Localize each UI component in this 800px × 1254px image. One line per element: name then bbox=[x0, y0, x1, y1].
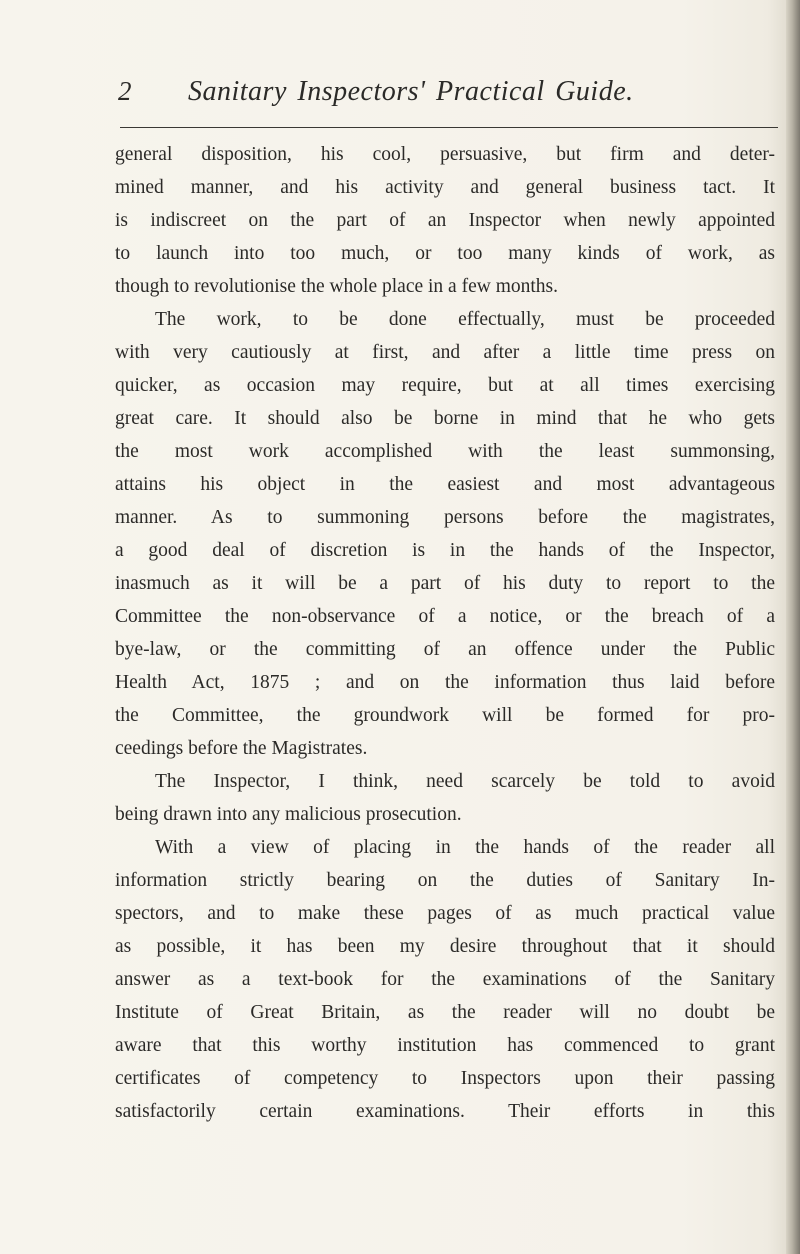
text-line: attains his object in the easiest and most advantageous bbox=[115, 474, 775, 495]
text-line: satisfactorily certain examinations. Their efforts in this bbox=[115, 1101, 775, 1122]
text-line: aware that this worthy institution has commenced to grant bbox=[115, 1035, 775, 1056]
text-line: ceedings before the Magistrates. bbox=[115, 738, 368, 759]
text-line: is indiscreet on the part of an Inspector when newly appointed bbox=[115, 210, 775, 231]
text-line: the most work accomplished with the least summonsing, bbox=[115, 441, 775, 462]
text-line: though to revolutionise the whole place in a few months. bbox=[115, 276, 558, 297]
text-line: quicker, as occasion may require, but at all times exercising bbox=[115, 375, 775, 396]
text-line: Health Act, 1875 ; and on the information thus laid before bbox=[115, 672, 775, 693]
text-line: mined manner, and his activity and general business tact. It bbox=[115, 177, 775, 198]
text-line: general disposition, his cool, persuasive, but firm and deter- bbox=[115, 144, 775, 165]
header-rule bbox=[120, 127, 778, 128]
text-line: with very cautiously at first, and after a little time press on bbox=[115, 342, 775, 363]
text-line: Institute of Great Britain, as the reader will no doubt be bbox=[115, 1002, 775, 1023]
text-line: the Committee, the groundwork will be formed for pro- bbox=[115, 705, 775, 726]
text-line: Committee the non-observance of a notice, or the breach of a bbox=[115, 606, 775, 627]
body-text bbox=[115, 138, 775, 1128]
text-line: The work, to be done effectually, must be proceeded bbox=[155, 309, 775, 330]
text-line: as possible, it has been my desire throughout that it should bbox=[115, 936, 775, 957]
text-line: manner. As to summoning persons before the magistrates, bbox=[115, 507, 775, 528]
running-title: Sanitary Inspectors' Practical Guide. bbox=[188, 76, 634, 107]
text-line: spectors, and to make these pages of as much practical value bbox=[115, 903, 775, 924]
text-line: inasmuch as it will be a part of his duty to report to the bbox=[115, 573, 775, 594]
text-line: being drawn into any malicious prosecution. bbox=[115, 804, 462, 825]
running-head bbox=[118, 76, 678, 116]
text-line: The Inspector, I think, need scarcely be told to avoid bbox=[155, 771, 775, 792]
text-line: to launch into too much, or too many kinds of work, as bbox=[115, 243, 775, 264]
text-line: great care. It should also be borne in mind that he who gets bbox=[115, 408, 775, 429]
text-line: information strictly bearing on the duties of Sanitary In- bbox=[115, 870, 775, 891]
text-line: certificates of competency to Inspectors upon their passing bbox=[115, 1068, 775, 1089]
text-line: With a view of placing in the hands of the reader all bbox=[155, 837, 775, 858]
text-line: a good deal of discretion is in the hands of the Inspector, bbox=[115, 540, 775, 561]
page-edge-shadow bbox=[786, 0, 800, 1254]
text-line: bye-law, or the committing of an offence under the Public bbox=[115, 639, 775, 660]
text-line: answer as a text-book for the examinations of the Sanitary bbox=[115, 969, 775, 990]
page-number: 2 bbox=[118, 76, 132, 106]
